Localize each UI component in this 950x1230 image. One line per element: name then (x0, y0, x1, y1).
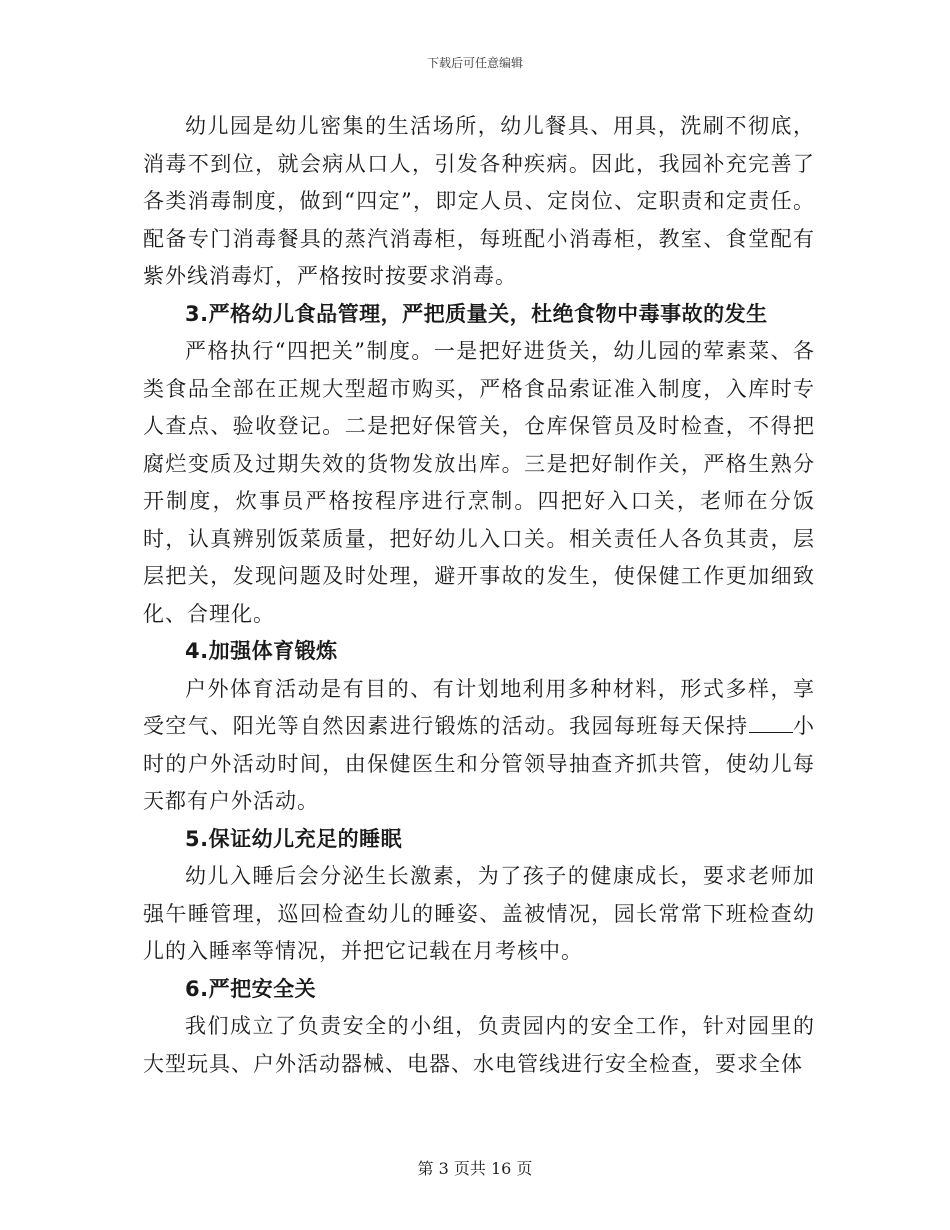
fill-in-blank (749, 712, 793, 733)
exercise-text-part1: 户外体育活动是有目的、有计划地利用多种材料，形式多样，享受空气、阳光等自然因素进行锻炼的活动。我园每班每天保持 (143, 676, 815, 738)
heading-food-management: 3.严格幼儿食品管理，严把质量关，杜绝食物中毒事故的发生 (185, 301, 768, 326)
paragraph-food-management: 严格执行“四把关”制度。一是把好进货关，幼儿园的荤素菜、各类食品全部在正规大型超市购买，严格食品索证准入制度，入库时专人查点、验收登记。二是把好保管关，仓库保管员及时检查，不得把腐烂变质及过期失效的货物发放出库。三是把好制作关，严格生熟分开制度，炊事员严格按程序进行烹制。四把好入口关，老师在分饭时，认真辨别饭菜质量，把好幼儿入口关。相关责任人各负其责，层层把关，发现问题及时处理，避开事故的发生，使保健工作更加细致化、合理化。 (143, 339, 815, 626)
exercise-text-part2: 小时的户外活动时间，由保健医生和分管领导抽查齐抓共管，使幼儿每天都有户外活动。 (143, 714, 816, 813)
heading-physical-exercise: 4.加强体育锻炼 (185, 639, 338, 663)
heading-safety: 6.严把安全关 (185, 976, 317, 1001)
document-body (143, 108, 815, 1083)
paragraph-physical-exercise (143, 671, 815, 821)
paragraph-safety: 我们成立了负责安全的小组，负责园内的安全工作，针对园里的大型玩具、户外活动器械、电器、水电管线进行安全检查，要求全体 (143, 1014, 815, 1076)
page-header: 下载后可任意编辑 (426, 56, 523, 70)
paragraph-sleep: 幼儿入睡后会分泌生长激素，为了孩子的健康成长，要求老师加强午睡管理，巡回检查幼儿的睡姿、盖被情况，园长常常下班检查幼儿的入睡率等情况，并把它记载在月考核中。 (143, 864, 815, 963)
paragraph-disinfection: 幼儿园是幼儿密集的生活场所，幼儿餐具、用具，洗刷不彻底，消毒不到位，就会病从口人，引发各种疾病。因此，我园补充完善了各类消毒制度，做到“四定”，即定人员、定岗位、定职责和定责任。配备专门消毒餐具的蒸汽消毒柜，每班配小消毒柜，教室、食堂配有紫外线消毒灯，严格按时按要求消毒。 (143, 114, 815, 288)
page-footer: 第 3 页共 16 页 (417, 1159, 533, 1178)
heading-sleep: 5.保证幼儿充足的睡眠 (185, 826, 403, 851)
